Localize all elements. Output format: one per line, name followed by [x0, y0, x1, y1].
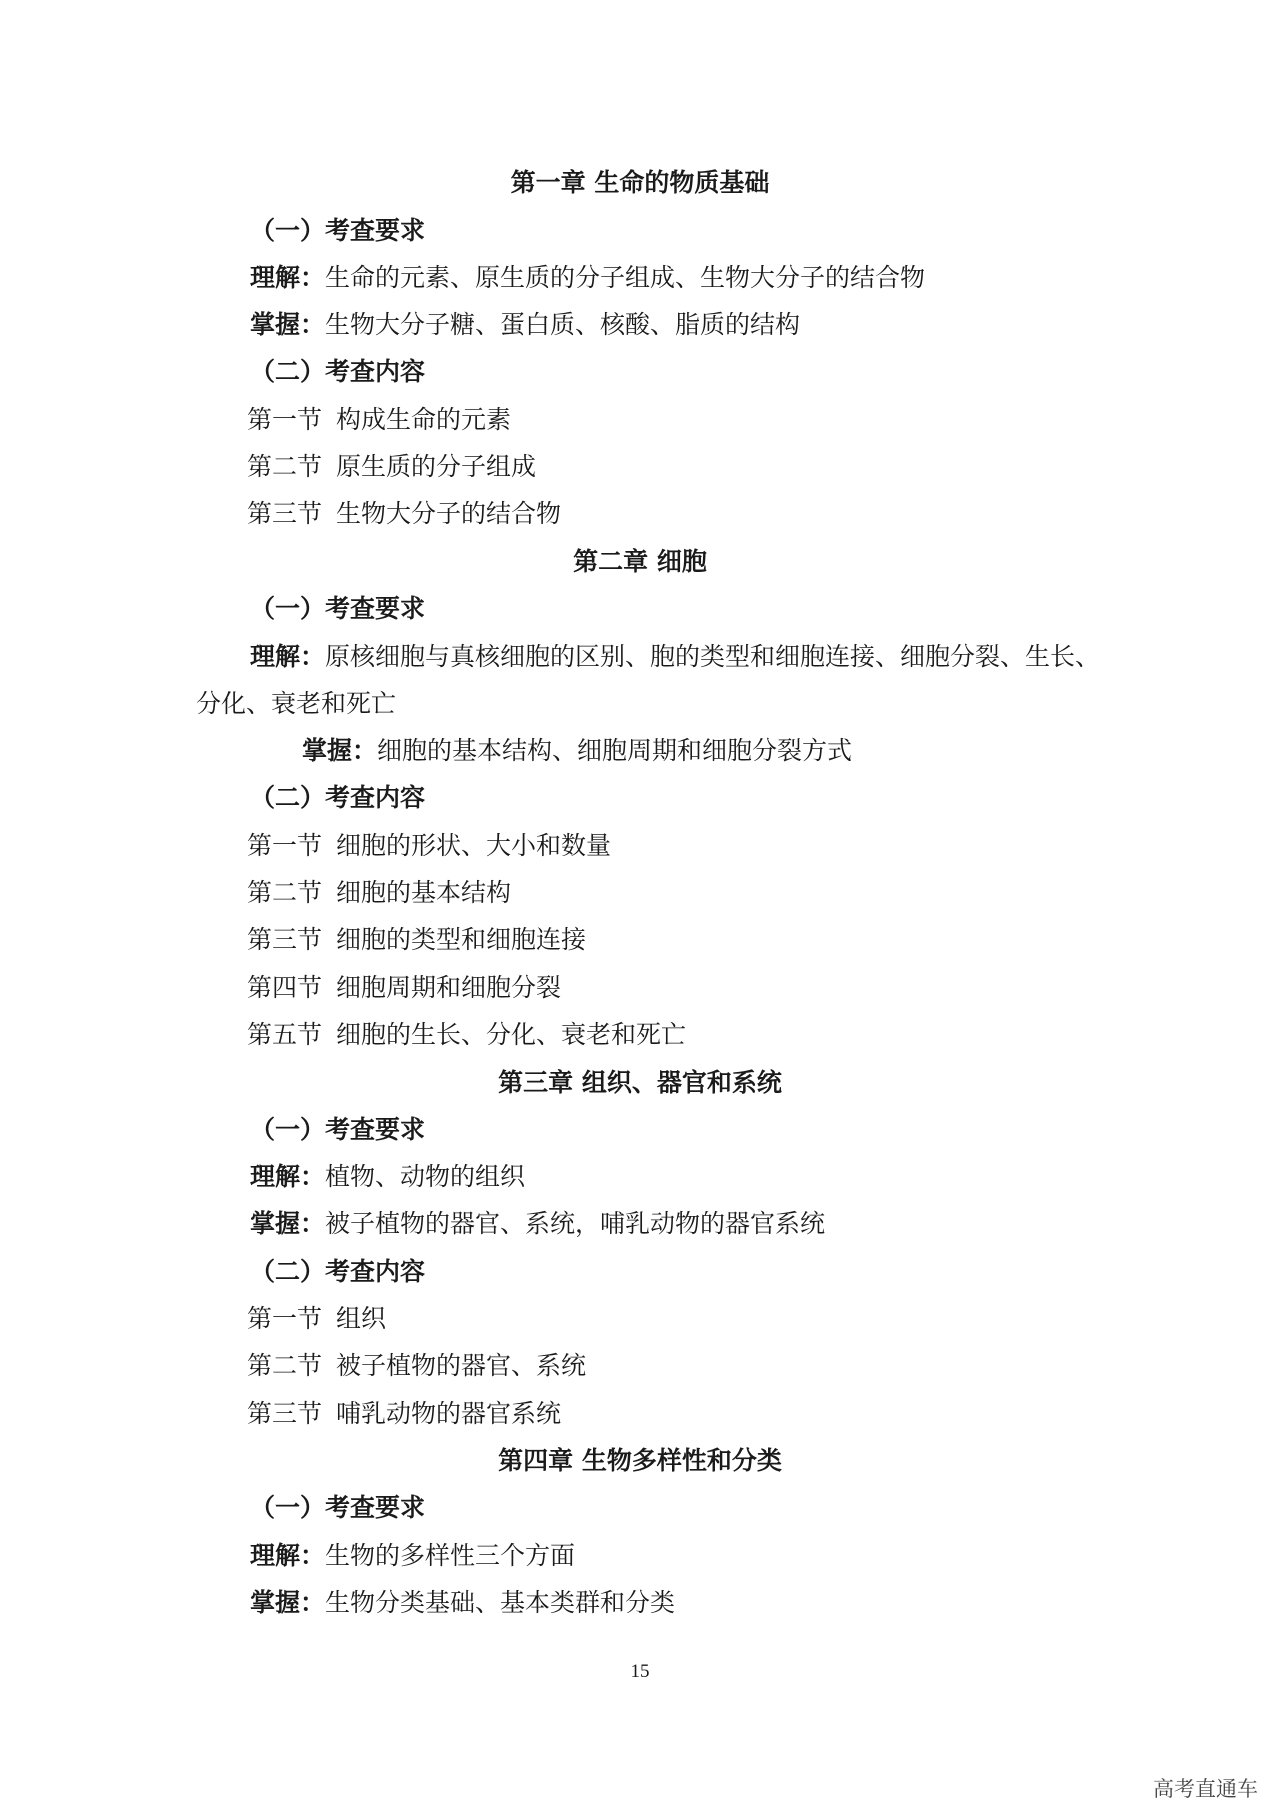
- understand-text: 生命的元素、原生质的分子组成、生物大分子的结合物: [325, 263, 926, 292]
- understand-text: 原核细胞与真核细胞的区别、胞的类型和细胞连接、细胞分裂、生长、: [325, 642, 1101, 671]
- understand-text: 植物、动物的组织: [325, 1162, 526, 1191]
- chapter-4-requirements-heading: （一）考查要求: [250, 1493, 426, 1522]
- section-number: 第一节: [247, 831, 323, 860]
- section-title: 细胞周期和细胞分裂: [336, 973, 562, 1002]
- section-number: 第一节: [247, 405, 323, 434]
- chapter-3-requirements-heading: （一）考查要求: [250, 1115, 426, 1144]
- master-label: 掌握：: [250, 1588, 326, 1617]
- chapter-2-section-1: [247, 829, 611, 863]
- chapter-2-section-5: [247, 1018, 686, 1052]
- section-title: 细胞的类型和细胞连接: [336, 925, 587, 954]
- section-title: 哺乳动物的器官系统: [336, 1399, 562, 1428]
- master-label: 掌握：: [250, 1209, 326, 1238]
- understand-label: 理解：: [250, 642, 326, 671]
- section-number: 第三节: [247, 925, 323, 954]
- understand-label: 理解：: [250, 1162, 326, 1191]
- chapter-4-understand: [250, 1539, 575, 1573]
- chapter-1-requirements-heading: （一）考查要求: [250, 216, 426, 245]
- watermark: 高考直通车: [1153, 1777, 1258, 1801]
- chapter-2-requirements-heading: （一）考查要求: [250, 594, 426, 623]
- section-number: 第二节: [247, 452, 323, 481]
- master-text: 细胞的基本结构、细胞周期和细胞分裂方式: [377, 736, 853, 765]
- master-label: 掌握：: [302, 736, 378, 765]
- chapter-3-content-heading: （二）考查内容: [250, 1257, 426, 1286]
- understand-text: 生物的多样性三个方面: [325, 1541, 576, 1570]
- chapter-2-understand: [250, 640, 1100, 674]
- section-title: 细胞的形状、大小和数量: [336, 831, 612, 860]
- chapter-2-section-2: [247, 876, 511, 910]
- understand-label: 理解：: [250, 1541, 326, 1570]
- chapter-4-title: 第四章 生物多样性和分类: [498, 1446, 782, 1475]
- master-text: 被子植物的器官、系统，哺乳动物的器官系统: [325, 1209, 826, 1238]
- chapter-1-content-heading: （二）考查内容: [250, 357, 426, 386]
- chapter-2-master: [302, 734, 852, 768]
- section-title: 组织: [336, 1304, 387, 1333]
- section-number: 第五节: [247, 1020, 323, 1049]
- chapter-2-title: 第二章 细胞: [573, 547, 707, 576]
- chapter-3-title: 第三章 组织、器官和系统: [498, 1068, 782, 1097]
- section-title: 原生质的分子组成: [336, 452, 537, 481]
- chapter-1-title: 第一章 生命的物质基础: [510, 168, 770, 197]
- section-number: 第四节: [247, 973, 323, 1002]
- page-number: 15: [630, 1661, 650, 1682]
- section-number: 第二节: [247, 1351, 323, 1380]
- chapter-3-section-2: [247, 1349, 586, 1383]
- section-number: 第三节: [247, 1399, 323, 1428]
- chapter-1-section-3: [247, 497, 561, 531]
- chapter-2-section-3: [247, 923, 586, 957]
- understand-label: 理解：: [250, 263, 326, 292]
- chapter-1-section-1: [247, 403, 511, 437]
- chapter-2-understand-continued: 分化、衰老和死亡: [196, 689, 397, 718]
- chapter-2-content-heading: （二）考查内容: [250, 783, 426, 812]
- chapter-3-section-3: [247, 1397, 561, 1431]
- section-number: 第三节: [247, 499, 323, 528]
- master-label: 掌握：: [250, 310, 326, 339]
- section-title: 生物大分子的结合物: [336, 499, 562, 528]
- section-number: 第一节: [247, 1304, 323, 1333]
- section-number: 第二节: [247, 878, 323, 907]
- chapter-4-master: [250, 1586, 675, 1620]
- chapter-3-section-1: [247, 1302, 386, 1336]
- chapter-3-understand: [250, 1160, 525, 1194]
- section-title: 构成生命的元素: [336, 405, 512, 434]
- chapter-2-section-4: [247, 971, 561, 1005]
- chapter-3-master: [250, 1207, 825, 1241]
- section-title: 细胞的生长、分化、衰老和死亡: [336, 1020, 687, 1049]
- section-title: 细胞的基本结构: [336, 878, 512, 907]
- chapter-1-master: [250, 308, 800, 342]
- chapter-1-understand: [250, 261, 925, 295]
- master-text: 生物分类基础、基本类群和分类: [325, 1588, 676, 1617]
- chapter-1-section-2: [247, 450, 536, 484]
- section-title: 被子植物的器官、系统: [336, 1351, 587, 1380]
- master-text: 生物大分子糖、蛋白质、核酸、脂质的结构: [325, 310, 801, 339]
